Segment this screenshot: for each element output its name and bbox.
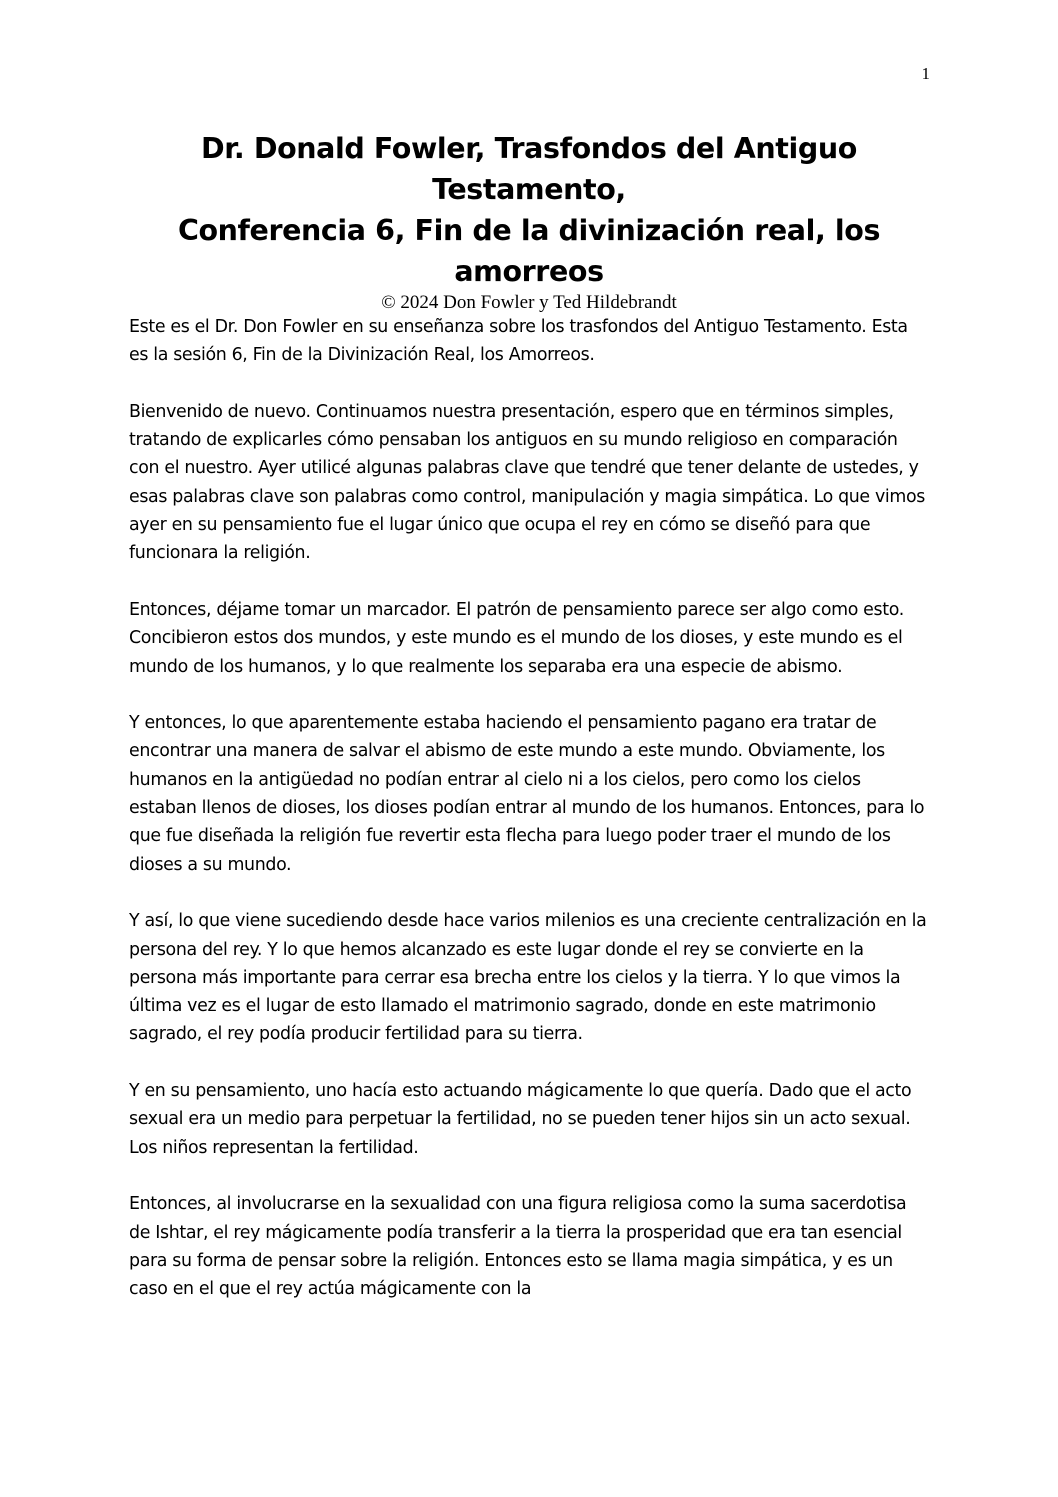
- document-title-line-2: Testamento,: [432, 173, 626, 206]
- transcript-body: [129, 313, 929, 1332]
- copyright-notice: © 2024 Don Fowler y Ted Hildebrandt: [381, 292, 677, 313]
- paragraph: Este es el Dr. Don Fowler en su enseñanza sobre los trasfondos del Antiguo Testamento. Esta es la sesión 6, Fin de la Divinización Real, los Amorreos.: [129, 317, 908, 366]
- paragraph: Bienvenido de nuevo. Continuamos nuestra presentación, espero que en términos simples, tratando de explicarles cómo pensaban los antiguos en su mundo religioso en comparación con el nuestro. Ayer utilicé algunas palabras clave que tendré que tener delante de ustedes, y esas palabras clave son palabras como control, manipulación y magia simpática. Lo que vimos ayer en su pensamiento fue el lugar único que ocupa el rey en cómo se diseñó para que funcionara la religión.: [129, 401, 925, 564]
- page-number: 1: [921, 64, 930, 83]
- title-block: [100, 128, 958, 314]
- paragraph: Entonces, al involucrarse en la sexualidad con una figura religiosa como la suma sacerdotisa de Ishtar, el rey mágicamente podía transferir a la tierra la prosperidad que era tan esencial para su forma de pensar sobre la religión. Entonces esto se llama magia simpática, y es un caso en el que el rey actúa mágicamente con la: [129, 1194, 907, 1300]
- document-title-line-1: Dr. Donald Fowler, Trasfondos del Antiguo: [201, 132, 857, 165]
- paragraph: Entonces, déjame tomar un marcador. El patrón de pensamiento parece ser algo como esto. Concibieron estos dos mundos, y este mundo es el mundo de los dioses, y este mundo es el mundo de los humanos, y lo que realmente los separaba era una especie de abismo.: [129, 599, 904, 677]
- paragraph: Y así, lo que viene sucediendo desde hace varios milenios es una creciente centralización en la persona del rey. Y lo que hemos alcanzado es este lugar donde el rey se convierte en la persona más importante para cerrar esa brecha entre los cielos y la tierra. Y lo que vimos la última vez es el lugar de esto llamado el matrimonio sagrado, donde en este matrimonio sagrado, el rey podía producir fertilidad para su tierra.: [129, 911, 927, 1045]
- paragraph: Y en su pensamiento, uno hacía esto actuando mágicamente lo que quería. Dado que el acto sexual era un medio para perpetuar la fertilidad, no se pueden tener hijos sin un acto sexual. Los niños representan la fertilidad.: [129, 1081, 912, 1158]
- document-title-line-3: Conferencia 6, Fin de la divinización real, los amorreos: [177, 214, 881, 288]
- paragraph: Y entonces, lo que aparentemente estaba haciendo el pensamiento pagano era tratar de encontrar una manera de salvar el abismo de este mundo a este mundo. Obviamente, los humanos en la antigüedad no podían entrar al cielo ni a los cielos, pero como los cielos estaban llenos de dioses, los dioses podían entrar al mundo de los humanos. Entonces, para lo que fue diseñada la religión fue revertir esta flecha para luego poder traer el mundo de los dioses a su mundo.: [129, 713, 925, 875]
